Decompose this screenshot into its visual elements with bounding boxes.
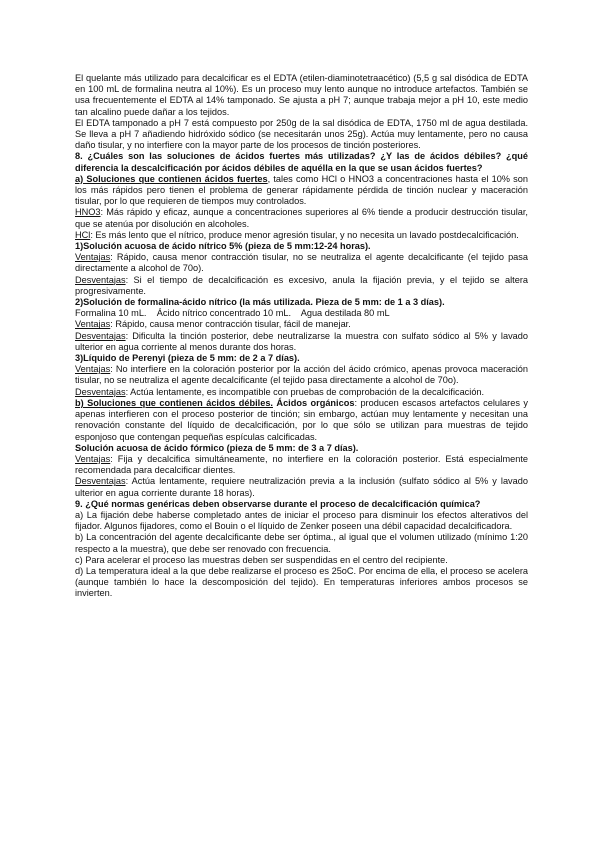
- advantages-text: : Rápido, causa menor contracción tisular, fácil de manejar.: [110, 319, 351, 330]
- solution-3-title: 3)Líquido de Perenyi (pieza de 5 mm: de 2 a 7 días).: [75, 353, 300, 364]
- hcl-text: : Es más lento que el nítrico, produce menor agresión tisular, y no necesita un lavado postdecalcificación.: [90, 229, 519, 240]
- solution-2-disadvantages: [75, 331, 528, 353]
- solution-3-advantages: [75, 364, 528, 386]
- paragraph-hcl: [75, 230, 528, 241]
- hno3-label: HNO3: [75, 207, 101, 218]
- solution-2-title: 2)Solución de formalina-ácido nítrico (la más utilizada. Pieza de 5 mm: de 1 a 3 días).: [75, 297, 445, 308]
- disadvantages-text: : Si el tiempo de decalcificación es excesivo, anula la fijación previa, y el tejido se altera progresivamente.: [75, 274, 528, 296]
- solution-1-advantages: [75, 252, 528, 274]
- paragraph-weak-acids: [75, 398, 528, 443]
- advantages-text: : No interfiere en la coloración posterior por la acción del ácido crómico, apenas provoca maceración tisular, no se neutraliza el agente decalcificante (el tejido pasa directamente a alcohol de 70o).: [75, 364, 528, 386]
- solution-1-disadvantages: [75, 275, 528, 297]
- organic-acids-label: Ácidos orgánicos: [272, 397, 355, 408]
- norm-a: a) La fijación debe haberse completado antes de iniciar el proceso para disminuir los efectos alterativos del fijador. Algunos fijadores, como el Bouin o el líquido de Zenker poseen una débil capacidad decalcificadora.: [75, 509, 528, 532]
- norm-d: d) La temperatura ideal a la que debe realizarse el proceso es 25oC. Por encima de ella, el proceso se acelera (aunque también lo hace la descomposición del tejido). En temperaturas inferiores ambos procesos se invierten.: [75, 565, 528, 599]
- solution-2-advantages: [75, 319, 528, 330]
- advantages-label: Ventajas: [75, 252, 111, 263]
- paragraph-strong-acids: [75, 174, 528, 208]
- advantages-text: : Fija y decalcifica simultáneamente, no interfiere en la coloración posterior. Está especialmente recomendada para decalcificar dientes.: [75, 453, 528, 476]
- solution-2-formula: Formalina 10 mL. Ácido nítrico concentrado 10 mL. Agua destilada 80 mL: [75, 308, 390, 319]
- norm-b: b) La concentración del agente decalcificante debe ser óptima., al igual que el volumen utilizado (mínimo 1:20 respecto a la muestra), que debe ser renovado con frecuencia.: [75, 532, 528, 554]
- disadvantages-label: Desventajas: [75, 330, 126, 341]
- disadvantages-label: Desventajas: [75, 476, 126, 487]
- advantages-label: Ventajas: [75, 319, 111, 330]
- disadvantages-label: Desventajas: [75, 386, 126, 397]
- disadvantages-text: : Actúa lentamente, es incompatible con pruebas de comprobación de la decalcificación.: [125, 386, 485, 397]
- advantages-label: Ventajas: [75, 364, 111, 375]
- solution-4-disadvantages: [75, 476, 528, 498]
- disadvantages-label: Desventajas: [75, 274, 126, 285]
- disadvantages-text: : Dificulta la tinción posterior, debe neutralizarse la muestra con sulfato sódico al 5% y lavado ulterior en agua corriente al menos durante dos horas.: [75, 330, 528, 352]
- weak-acids-label: b) Soluciones que contienen ácidos débiles.: [75, 397, 273, 408]
- solution-3-disadvantages: [75, 387, 528, 398]
- paragraph-edta-intro: El quelante más utilizado para decalcificar es el EDTA (etilen-diaminotetraacético) (5,5 g sal disódica de EDTA en 100 mL de formalina neutra al 10%). Es un proceso muy lento aunque no introduce artefactos. También se usa frecuentemente el EDTA al 14% tamponado. Se ajusta a pH 7; aunque trabaja mejor a pH 10, este medio tan alcalino puede dañar a los tejidos.: [75, 73, 528, 117]
- document-page: [75, 73, 528, 600]
- hcl-label: HCl: [75, 229, 91, 240]
- solution-1-title: 1)Solución acuosa de ácido nítrico 5% (pieza de 5 mm:12-24 horas).: [75, 241, 371, 252]
- disadvantages-text: : Actúa lentamente, requiere neutralización previa a la inclusión (sulfato sódico al 5% y lavado ulterior en agua corriente durante 18 horas).: [75, 476, 528, 498]
- question-8: 8. ¿Cuáles son las soluciones de ácidos fuertes más utilizadas? ¿Y las de ácidos débiles? ¿qué diferencia la descalcificación por ácidos débiles de aquélla en la que se usan ácidos fuertes?: [75, 151, 528, 173]
- solution-4-advantages: [75, 454, 528, 476]
- advantages-label: Ventajas: [75, 453, 111, 464]
- solution-4-title: Solución acuosa de ácido fórmico (pieza de 5 mm: de 3 a 7 días).: [75, 442, 359, 453]
- advantages-text: : Rápido, causa menor contracción tisular, no se neutraliza el agente decalcificante (el tejido pasa directamente a alcohol de 70o).: [75, 252, 528, 274]
- strong-acids-text: , tales como HCl o HNO3 a concentraciones hasta el 10% son los más rápidos pero tienen el problema de generar rápidamente pérdida de tinción nuclear y maceración tisular, por lo que requieren de tiempos muy controlados.: [75, 173, 528, 207]
- weak-acids-text: : producen escasos artefactos celulares y apenas interfieren con el proceso posterior de tinción; sin embargo, actúan muy lentamente y necesitan una renovación constante del líquido de decalcificación, por lo que sólo se utilizan para muestras de tejido esponjoso que contengan pequeñas espículas calcificadas.: [75, 397, 528, 442]
- hno3-text: : Más rápido y eficaz, aunque a concentraciones superiores al 6% tiende a producir destrucción tisular, que se atenúa por disolución en alcoholes.: [75, 207, 528, 229]
- question-9: 9. ¿Qué normas genéricas deben observarse durante el proceso de decalcificación química?: [75, 498, 481, 509]
- paragraph-edta-buffered: El EDTA tamponado a pH 7 está compuesto por 250g de la sal disódica de EDTA, 1750 ml de agua destilada. Se lleva a pH 7 añadiendo hidróxido sódico (se necesitarán unos 25g). Actúa muy lentamente, pero no causa daño tisular, y no interfiere con la mayor parte de los procesos de tinción posteriores.: [75, 117, 528, 151]
- strong-acids-label: a) Soluciones que contienen ácidos fuertes: [75, 173, 268, 184]
- norm-c: c) Para acelerar el proceso las muestras deben ser suspendidas en el centro del recipiente.: [75, 554, 448, 565]
- paragraph-hno3: [75, 207, 528, 229]
